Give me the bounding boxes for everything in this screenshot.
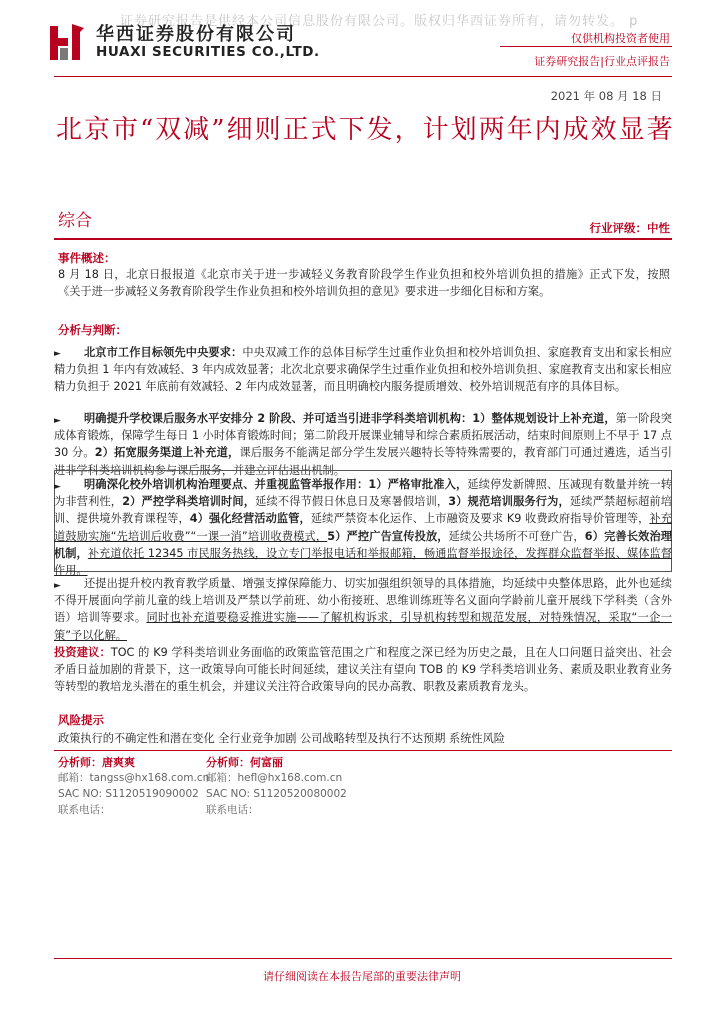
analysis-item-2-text: 第一阶段突成体育锻炼，保障学生每日 1 小时体育锻炼时间；第二阶段开展课业辅导和综合素质拓展活动，结束时间原则上不早于 17 点 30 分。 xyxy=(54,412,672,460)
analysis-item-3-lead-4: 4）强化经营活动监管， xyxy=(189,512,311,526)
report-title: 北京市“双减”细则正式下发，计划两年内成效显著 xyxy=(56,115,675,145)
section-rule xyxy=(54,238,672,240)
industry-rating: 行业评级：中性 xyxy=(589,221,670,235)
analysis-item-3-lead-6: 6）完善长效治理机制， xyxy=(54,529,672,560)
analyst-1-phone: 联系电话： xyxy=(58,804,111,816)
investment-label: 投资建议： xyxy=(54,646,111,659)
analysis-item-3-lead-2: 2）严控学科类培训时间， xyxy=(122,495,256,509)
analysis-item-4 xyxy=(54,575,672,644)
analysis-item-3 xyxy=(54,476,672,579)
report-type: 证券研究报告|行业点评报告 xyxy=(534,55,670,68)
header-rule xyxy=(54,76,672,77)
analyst-1-email: 邮箱：tangss@hx168.com.cn xyxy=(58,772,210,784)
analysis-item-2-text-2: 课后服务不能满足部分学生发展兴趣特长等特殊需要的，教育部门可通过遴选，适当引进非学科类培训机构参与课后服务，并建立评估退出机制。 xyxy=(54,446,672,477)
analyst-2-name: 分析师：何富丽 xyxy=(206,756,283,769)
analysis-heading: 分析与判断： xyxy=(58,323,127,337)
analysis-item-3-text-4: 延续严禁资本化运作、上市融资及要求 K9 收费政府指导价管理等， xyxy=(310,512,650,526)
header-divider xyxy=(500,46,672,47)
company-name-en: HUAXI SECURITIES CO.,LTD. xyxy=(96,44,320,60)
analysis-item-3-text-5: 延续公共场所不可登广告， xyxy=(448,529,585,543)
huaxi-logo-icon xyxy=(46,20,88,64)
risk-heading: 风险提示 xyxy=(58,713,104,727)
analysis-item-3-text: 延续停发新牌照、压减现有数量并统一转为非营利性， xyxy=(54,478,672,509)
company-name-cn: 华西证券股份有限公司 xyxy=(96,24,296,45)
analysis-item-2-lead-2: 2）拓宽服务渠道上补充道， xyxy=(94,446,240,460)
analyst-2 xyxy=(206,754,347,818)
investment-suggestion xyxy=(54,644,672,696)
analysis-item-2 xyxy=(54,410,672,479)
analysis-item-1 xyxy=(54,344,672,396)
analysis-item-3-underlined: 补充道鼓励实施“先培训后收费”“一课一消”培训收费模式， xyxy=(54,512,672,543)
analysis-item-3-text-3: 延续严禁超标超前培训、提供境外教育课程等， xyxy=(54,495,672,526)
analyst-2-sac: SAC NO: S1120520080002 xyxy=(206,788,347,800)
analysis-item-2-lead: 明确提升学校课后服务水平安排分 2 阶段、并可适当引进非学科类培训机构：1）整体规划设计上补充道， xyxy=(84,412,616,425)
analysis-item-3-lead-3: 3）规范培训服务行为， xyxy=(448,495,570,509)
analysis-item-3-lead-5: 5）严控广告宣传投放， xyxy=(327,529,449,543)
event-body: 8 月 18 日，北京日报报道《北京市关于进一步减轻义务教育阶段学生作业负担和校外培训负担的措施》正式下发，按照《关于进一步减轻义务教育阶段学生作业负担和校外培训负担的意见》要求进一步细化目标和方案。 xyxy=(58,268,670,299)
analysis-item-3-lead: 明确深化校外培训机构治理要点、并重视监管举报作用：1）严格审批准入， xyxy=(84,478,468,491)
analyst-1-sac: SAC NO: S1120519090002 xyxy=(58,788,199,800)
legal-notice: 请仔细阅读在本报告尾部的重要法律声明 xyxy=(263,970,461,983)
footer-rule xyxy=(54,958,672,959)
sector-label: 综合 xyxy=(58,211,92,231)
bullet-icon: ► xyxy=(54,416,61,426)
risk-rule xyxy=(54,750,672,751)
event-heading: 事件概述： xyxy=(58,251,116,265)
analysis-item-1-text: 中央双减工作的总体目标学生过重作业负担和校外培训负担、家庭教育支出和家长相应精力负担 1 年内有效减轻、3 年内成效显著；北次北京要求确保学生过重作业负担和校外培训负担、家庭教育支出和家长相应精力负担于 2021 年底前有效减轻、2 年内成效显著，而且明确校内服务提质增效、校外培训规范有序的具体目标。 xyxy=(54,346,672,394)
bullet-icon: ► xyxy=(54,581,61,591)
analyst-2-email: 邮箱：hefl@hx168.com.cn xyxy=(206,772,343,784)
analysis-item-3-text-6: 补充道依托 12345 市民服务热线，设立专门举报电话和举报邮箱，畅通监督举报途径，发挥群众监督举报、媒体监督作用。 xyxy=(54,546,672,578)
watermark: 证券研究报告是供经本公司信息股份有限公司。版权归华西证券所有，请勿转发。 p xyxy=(120,14,639,29)
institution-note: 仅供机构投资者使用 xyxy=(571,32,670,45)
analyst-1-name: 分析师：唐爽爽 xyxy=(58,756,135,769)
analyst-2-phone: 联系电话： xyxy=(206,804,259,816)
bullet-icon: ► xyxy=(54,482,61,492)
analysis-item-4-text: 还提出提升校内教育教学质量、增强支撑保障能力、切实加强组织领导的具体措施，均延续中央整体思路，此外也延续不得开展面向学前儿童的线上培训及严禁以学前班、幼小衔接班、思维训练班等名义面向学龄前儿童开展线下学科类（含外语）培训等要求。 xyxy=(54,577,672,625)
risk-text: 政策执行的不确定性和潜在变化 全行业竞争加剧 公司战略转型及执行不达预期 系统性风险 xyxy=(58,732,505,745)
analyst-1 xyxy=(58,754,209,818)
analysis-item-4-underlined: 同时也补充道要稳妥推进实施——了解机构诉求，引导机构转型和规范发展，对特殊情况，采取“一企一策”予以化解。 xyxy=(54,611,672,642)
bullet-icon: ► xyxy=(54,349,61,359)
investment-text: TOC 的 K9 学科类培训业务面临的政策监管范围之广和程度之深已经为历史之最，且在人口问题日益突出、社会矛盾日益加剧的背景下，这一政策导向可能长时间延续，建议关注有望向 TOB 的 K9 学科类培训业务、素质及职业教育业务等转型的教培龙头潜在的重生机会，并建议关注符合政策导向的民办高教、职教及素质教育龙头。 xyxy=(54,646,672,694)
analysis-item-3-text-2: 延续不得节假日休息日及寒暑假培训， xyxy=(255,495,449,509)
analysis-item-1-lead: 北京市工作目标领先中央要求： xyxy=(84,346,243,359)
report-date: 2021 年 08 月 18 日 xyxy=(550,89,662,103)
